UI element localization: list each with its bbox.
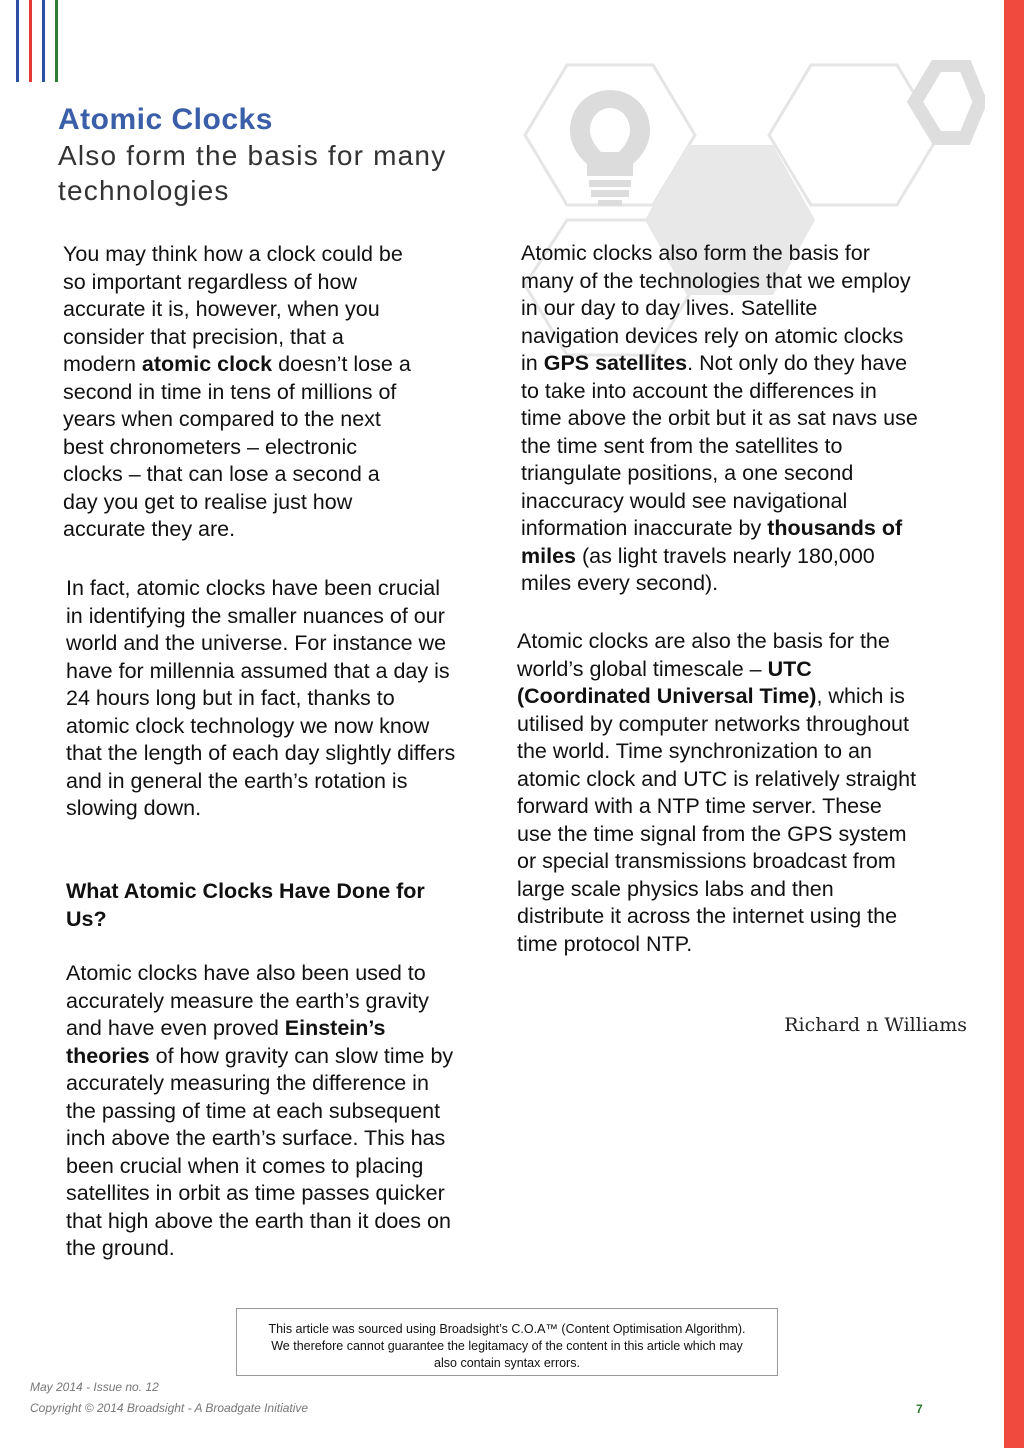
lightbulb-icon xyxy=(570,90,650,206)
right-paragraph-1: Atomic clocks also form the basis for many of the technologies that we employ in our day to day lives. Satellite navigation devices rely on atomic clocks in GPS satellites. Not only do they have to take into account the differences in time above the orbit but it as sat navs use the time sent from the satellites to triangulate positions, a one second inaccuracy would see navigational information inaccurate by thousands of miles (as light travels nearly 180,000 miles every second). xyxy=(521,241,918,595)
blue-line xyxy=(42,0,45,82)
disclaimer-line: also contain syntax errors. xyxy=(434,1356,580,1370)
left-paragraph-3: Atomic clocks have also been used to accurately measure the earth’s gravity and have even proved Einstein’s theories of how gravity can slow time by accurately measuring the difference in the passing of time at each subsequent inch above the earth’s surface. This has been crucial when it comes to placing satellites in orbit as time passes quicker that high above the earth than it does on the ground. xyxy=(66,961,454,1260)
article-subtitle: Also form the basis for many technologies xyxy=(58,140,447,206)
bold-term: UTC (Coordinated Universal Time) xyxy=(517,656,817,708)
bold-term: Einstein’s theories xyxy=(66,1016,386,1068)
green-line xyxy=(55,0,58,82)
left-paragraph-1: You may think how a clock could be so important regardless of how accurate it is, however, when you consider that precision, that a modern atomic clock doesn’t lose a second in time in tens of millions of years when compared to the next best chronometers – electronic clocks – that can lose a second a day you get to realise just how accurate they are. xyxy=(63,242,411,541)
page-number: 7 xyxy=(916,1402,923,1416)
decorative-color-lines xyxy=(16,0,60,82)
blue-line xyxy=(16,0,19,82)
hexagon-outline xyxy=(915,65,980,138)
red-line xyxy=(29,0,32,82)
bold-term: GPS satellites xyxy=(543,351,688,375)
footer-issue: May 2014 - Issue no. 12 xyxy=(30,1380,159,1394)
author-signature: Richard n Williams xyxy=(784,1014,967,1036)
bold-term: atomic clock xyxy=(141,352,273,376)
footer-copyright: Copyright © 2014 Broadsight - A Broadgate Initiative xyxy=(30,1401,309,1415)
left-paragraph-2: In fact, atomic clocks have been crucial in identifying the smaller nuances of our world and the universe. For instance we have for millennia assumed that a day is 24 hours long but in fact, thanks to atomic clock technology we now know that the length of each day slightly differs and in general the earth’s rotation is slowing down. xyxy=(66,576,456,820)
article-title: Atomic Clocks xyxy=(58,103,273,136)
section-heading: What Atomic Clocks Have Done for Us? xyxy=(66,879,425,931)
bold-term: thousands of miles xyxy=(521,516,903,568)
disclaimer-line: This article was sourced using Broadsight’s C.O.A™ (Content Optimisation Algorithm). xyxy=(268,1322,746,1336)
accent-side-bar xyxy=(1004,0,1024,1448)
disclaimer-line: We therefore cannot guarantee the legitamacy of the content in this article which may xyxy=(271,1339,743,1353)
content-disclaimer-box xyxy=(236,1308,778,1376)
right-paragraph-2: Atomic clocks are also the basis for the world’s global timescale – UTC (Coordinated Universal Time), which is utilised by computer networks throughout the world. Time synchronization to an atomic clock and UTC is relatively straight forward with a NTP time server. These use the time signal from the GPS system or special transmissions broadcast from large scale physics labs and then distribute it across the internet using the time protocol NTP. xyxy=(517,629,917,956)
